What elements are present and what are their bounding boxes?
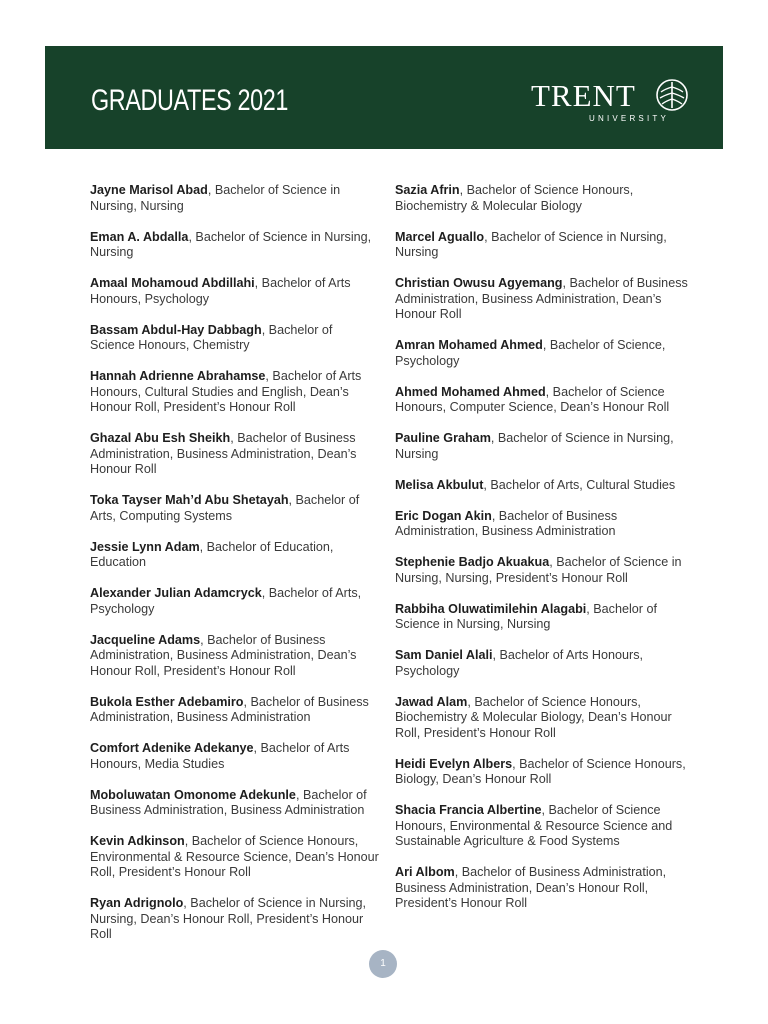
graduate-name: Melisa Akbulut <box>395 477 484 492</box>
graduate-name: Marcel Aguallo <box>395 229 485 244</box>
graduate-name: Toka Tayser Mah’d Abu Shetayah <box>90 493 289 507</box>
graduate-degree: , Bachelor of Science in Nursing, Nursing, President’s Honour Roll <box>395 555 682 585</box>
graduate-name: Sam Daniel Alali <box>395 648 493 662</box>
graduate-degree: , Bachelor of Business Administration, Business Administration, Dean’s Honour Roll <box>395 276 688 321</box>
page-title: GRADUATES 2021 <box>91 84 288 117</box>
graduate-degree: , Bachelor of Science, Psychology <box>395 338 666 368</box>
graduate-name: Amaal Mohamoud Abdillahi <box>90 276 255 290</box>
graduate-degree: , Bachelor of Science Honours, Environmental & Resource Science, Dean’s Honour Roll, President’s Honour Roll <box>90 834 379 879</box>
graduate-entry <box>395 865 690 912</box>
graduate-name: Sazia Afrin <box>395 183 460 197</box>
graduate-degree: , Bachelor of Education, Education <box>90 539 334 569</box>
graduate-degree: , Bachelor of Science in Nursing, Nursing <box>90 229 372 259</box>
graduate-degree: , Bachelor of Business Administration, Business Administration <box>90 694 369 724</box>
graduate-name: Bukola Esther Adebamiro <box>90 694 244 709</box>
graduate-name: Shacia Francia Albertine <box>395 803 542 817</box>
graduate-degree: , Bachelor of Business Administration, Business Administration, Dean’s Honour Roll, President’s Honour Roll <box>90 632 357 678</box>
graduate-entry <box>90 493 380 524</box>
graduate-entry <box>395 695 690 742</box>
graduate-entry <box>90 183 380 214</box>
logo-subtitle: UNIVERSITY <box>589 114 670 123</box>
graduate-degree: , Bachelor of Arts Honours, Media Studies <box>90 741 350 771</box>
graduate-name: Jayne Marisol Abad <box>90 183 208 197</box>
graduate-degree: , Bachelor of Arts, Psychology <box>90 586 362 616</box>
graduate-name: Jacqueline Adams <box>90 632 201 647</box>
graduate-degree: , Bachelor of Science in Nursing, Nursing <box>395 601 657 631</box>
graduate-name: Rabbiha Oluwatimilehin Alagabi <box>395 601 587 616</box>
graduate-entry <box>90 633 380 680</box>
trent-emblem-icon <box>655 78 689 112</box>
graduate-entry <box>90 896 380 943</box>
graduate-name: Heidi Evelyn Albers <box>395 756 513 771</box>
graduate-entry <box>395 230 690 261</box>
graduate-degree: , Bachelor of Arts, Cultural Studies <box>483 477 676 492</box>
graduate-entry <box>395 431 690 462</box>
graduate-name: Ari Albom <box>395 865 455 879</box>
graduate-name: Amran Mohamed Ahmed <box>395 338 543 352</box>
graduate-entry <box>395 276 690 323</box>
graduate-entry <box>90 695 380 726</box>
graduate-entry <box>395 385 690 416</box>
graduate-degree: , Bachelor of Business Administration, Business Administration <box>395 508 618 538</box>
graduate-name: Eric Dogan Akin <box>395 508 492 523</box>
graduate-name: Kevin Adkinson <box>90 834 185 848</box>
graduate-degree: , Bachelor of Arts Honours, Cultural Studies and English, Dean’s Honour Roll, President’s Honour Roll <box>90 369 362 414</box>
graduate-degree: , Bachelor of Science in Nursing, Nursing <box>395 229 667 259</box>
graduate-entry <box>395 183 690 214</box>
graduate-entry <box>90 788 380 819</box>
page-number-badge: 1 <box>369 950 397 978</box>
graduate-name: Ghazal Abu Esh Sheikh <box>90 431 231 445</box>
graduate-entry <box>90 369 380 416</box>
graduate-degree: , Bachelor of Science in Nursing, Nursing <box>395 431 674 461</box>
graduates-column-right <box>395 183 690 927</box>
graduate-entry <box>90 586 380 617</box>
graduate-entry <box>395 602 690 633</box>
graduate-degree: , Bachelor of Science in Nursing, Nursing, Dean’s Honour Roll, President’s Honour Roll <box>90 896 366 941</box>
header-banner <box>45 46 723 149</box>
graduate-name: Ahmed Mohamed Ahmed <box>395 384 546 399</box>
graduate-degree: , Bachelor of Science Honours, Biology, Dean’s Honour Roll <box>395 756 686 786</box>
trent-university-logo <box>531 78 691 128</box>
graduate-entry <box>90 230 380 261</box>
graduate-entry <box>395 338 690 369</box>
graduate-entry <box>90 834 380 881</box>
graduate-degree: , Bachelor of Business Administration, Business Administration, Dean’s Honour Roll <box>90 431 357 476</box>
graduate-degree: , Bachelor of Science Honours, Environmental & Resource Science and Sustainable Agriculture & Food Systems <box>395 803 673 848</box>
graduate-entry <box>90 741 380 772</box>
graduate-entry <box>395 757 690 788</box>
graduate-entry <box>395 648 690 679</box>
graduate-name: Bassam Abdul-Hay Dabbagh <box>90 322 262 337</box>
graduate-name: Jawad Alam <box>395 694 468 709</box>
graduate-degree: , Bachelor of Arts Honours, Psychology <box>90 276 351 306</box>
graduate-entry <box>395 509 690 540</box>
graduate-entry <box>395 555 690 586</box>
graduate-entry <box>395 803 690 850</box>
graduate-entry <box>90 431 380 478</box>
graduate-name: Moboluwatan Omonome Adekunle <box>90 787 296 802</box>
logo-wordmark: TRENT <box>531 78 636 113</box>
graduate-degree: , Bachelor of Arts Honours, Psychology <box>395 648 644 678</box>
graduate-name: Ryan Adrignolo <box>90 896 184 910</box>
graduate-degree: , Bachelor of Science Honours, Biochemistry & Molecular Biology, Dean’s Honour Roll, President’s Honour Roll <box>395 694 672 740</box>
graduate-entry <box>90 276 380 307</box>
graduates-column-left <box>90 183 380 958</box>
graduate-name: Alexander Julian Adamcryck <box>90 586 262 600</box>
graduate-name: Eman A. Abdalla <box>90 229 189 244</box>
graduate-degree: , Bachelor of Science Honours, Chemistry <box>90 322 333 352</box>
graduate-name: Pauline Graham <box>395 431 491 445</box>
graduate-degree: , Bachelor of Arts, Computing Systems <box>90 493 360 523</box>
graduate-name: Hannah Adrienne Abrahamse <box>90 369 266 383</box>
graduate-entry <box>90 323 380 354</box>
graduate-entry <box>90 540 380 571</box>
graduate-degree: , Bachelor of Science Honours, Biochemistry & Molecular Biology <box>395 183 634 213</box>
graduate-degree: , Bachelor of Science in Nursing, Nursing <box>90 183 341 213</box>
graduate-degree: , Bachelor of Science Honours, Computer Science, Dean’s Honour Roll <box>395 384 670 414</box>
graduate-name: Christian Owusu Agyemang <box>395 276 563 290</box>
graduate-name: Comfort Adenike Adekanye <box>90 741 254 755</box>
graduate-degree: , Bachelor of Business Administration, Business Administration, Dean’s Honour Roll, President’s Honour Roll <box>395 865 667 910</box>
graduate-degree: , Bachelor of Business Administration, Business Administration <box>90 787 367 817</box>
graduate-entry <box>395 478 690 494</box>
graduate-name: Jessie Lynn Adam <box>90 539 200 554</box>
graduate-name: Stephenie Badjo Akuakua <box>395 555 550 569</box>
